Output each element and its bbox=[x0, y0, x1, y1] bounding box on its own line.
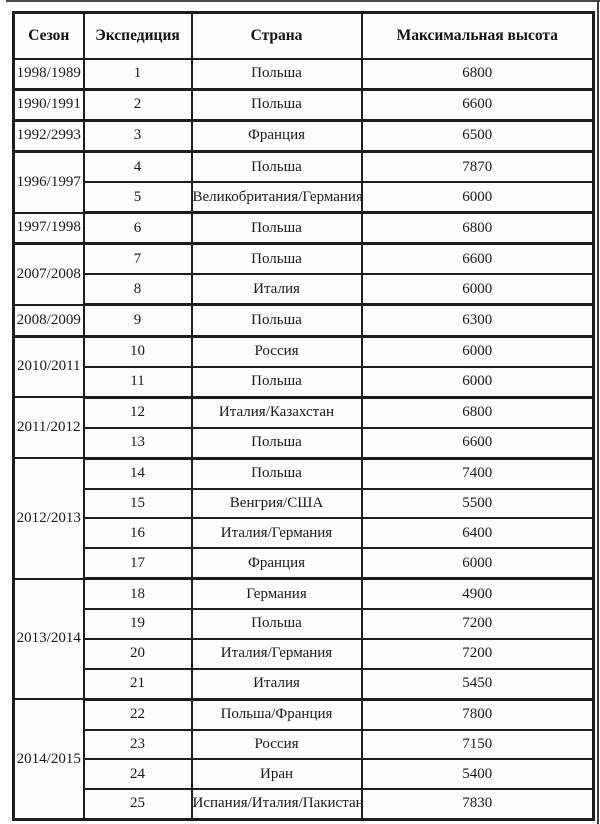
height-cell: 6400 bbox=[362, 518, 594, 548]
country-cell: Венгрия/США bbox=[192, 489, 362, 519]
expedition-cell: 3 bbox=[84, 120, 192, 151]
season-cell: 2008/2009 bbox=[14, 305, 84, 336]
table-row bbox=[14, 213, 594, 244]
height-cell: 6000 bbox=[362, 367, 594, 398]
country-cell: Польша bbox=[192, 305, 362, 336]
table-row bbox=[14, 59, 594, 90]
season-cell: 2010/2011 bbox=[14, 336, 84, 397]
season-cell: 2011/2012 bbox=[14, 397, 84, 458]
height-cell: 7870 bbox=[362, 152, 594, 183]
country-cell: Испания/Италия/Пакистан bbox=[192, 789, 362, 820]
country-cell: Италия bbox=[192, 274, 362, 305]
height-cell: 7800 bbox=[362, 699, 594, 730]
expedition-cell: 24 bbox=[84, 759, 192, 789]
table-row bbox=[14, 152, 594, 183]
height-cell: 6800 bbox=[362, 213, 594, 244]
expedition-cell: 11 bbox=[84, 367, 192, 398]
table-row bbox=[14, 367, 594, 398]
height-cell: 5450 bbox=[362, 669, 594, 700]
country-cell: Польша bbox=[192, 367, 362, 398]
page-edge-right-line bbox=[597, 0, 599, 824]
country-cell: Польша bbox=[192, 213, 362, 244]
table-row bbox=[14, 699, 594, 730]
country-cell: Италия/Казахстан bbox=[192, 397, 362, 428]
height-cell: 6500 bbox=[362, 120, 594, 151]
expedition-cell: 7 bbox=[84, 244, 192, 275]
expedition-cell: 18 bbox=[84, 579, 192, 610]
country-cell: Польша bbox=[192, 152, 362, 183]
expedition-cell: 20 bbox=[84, 639, 192, 669]
table-row bbox=[14, 579, 594, 610]
season-cell: 1992/2993 bbox=[14, 120, 84, 151]
height-cell: 6600 bbox=[362, 428, 594, 459]
country-cell: Россия bbox=[192, 336, 362, 367]
country-cell: Германия bbox=[192, 579, 362, 610]
table-row bbox=[14, 669, 594, 700]
height-cell: 6600 bbox=[362, 244, 594, 275]
country-cell: Польша/Франция bbox=[192, 699, 362, 730]
height-cell: 5400 bbox=[362, 759, 594, 789]
country-cell: Италия bbox=[192, 669, 362, 700]
expedition-cell: 1 bbox=[84, 59, 192, 90]
country-cell: Польша bbox=[192, 244, 362, 275]
country-cell: Польша bbox=[192, 458, 362, 489]
expedition-cell: 23 bbox=[84, 730, 192, 760]
table-row bbox=[14, 428, 594, 459]
expedition-cell: 8 bbox=[84, 274, 192, 305]
table-row bbox=[14, 489, 594, 519]
header-country: Страна bbox=[192, 13, 362, 59]
expedition-cell: 2 bbox=[84, 89, 192, 120]
season-cell: 1998/1989 bbox=[14, 59, 84, 90]
season-cell: 2014/2015 bbox=[14, 699, 84, 820]
height-cell: 7830 bbox=[362, 789, 594, 820]
height-cell: 6000 bbox=[362, 274, 594, 305]
country-cell: Польша bbox=[192, 59, 362, 90]
expedition-cell: 22 bbox=[84, 699, 192, 730]
table-row bbox=[14, 639, 594, 669]
height-cell: 6300 bbox=[362, 305, 594, 336]
table-row bbox=[14, 458, 594, 489]
expedition-cell: 9 bbox=[84, 305, 192, 336]
expedition-cell: 17 bbox=[84, 548, 192, 579]
table-row bbox=[14, 548, 594, 579]
table-row bbox=[14, 305, 594, 336]
table-row bbox=[14, 182, 594, 213]
expedition-cell: 4 bbox=[84, 152, 192, 183]
expedition-cell: 12 bbox=[84, 397, 192, 428]
height-cell: 6800 bbox=[362, 59, 594, 90]
height-cell: 6000 bbox=[362, 182, 594, 213]
table-row bbox=[14, 120, 594, 151]
season-cell: 1997/1998 bbox=[14, 213, 84, 244]
country-cell: Россия bbox=[192, 730, 362, 760]
country-cell: Польша bbox=[192, 89, 362, 120]
expedition-cell: 25 bbox=[84, 789, 192, 820]
season-cell: 1990/1991 bbox=[14, 89, 84, 120]
table-row bbox=[14, 609, 594, 639]
table-row bbox=[14, 274, 594, 305]
table-row bbox=[14, 89, 594, 120]
table-row bbox=[14, 759, 594, 789]
table-header bbox=[14, 13, 594, 59]
expedition-cell: 13 bbox=[84, 428, 192, 459]
expedition-cell: 16 bbox=[84, 518, 192, 548]
season-cell: 2012/2013 bbox=[14, 458, 84, 578]
season-cell: 2013/2014 bbox=[14, 579, 84, 699]
expedition-cell: 10 bbox=[84, 336, 192, 367]
table-row bbox=[14, 730, 594, 760]
expedition-cell: 6 bbox=[84, 213, 192, 244]
table-row bbox=[14, 336, 594, 367]
height-cell: 4900 bbox=[362, 579, 594, 610]
expeditions-table bbox=[12, 11, 595, 821]
height-cell: 6000 bbox=[362, 336, 594, 367]
expedition-cell: 15 bbox=[84, 489, 192, 519]
country-cell: Франция bbox=[192, 548, 362, 579]
country-cell: Польша bbox=[192, 609, 362, 639]
country-cell: Италия/Германия bbox=[192, 518, 362, 548]
table-body bbox=[14, 59, 594, 820]
table-row bbox=[14, 789, 594, 820]
height-cell: 6800 bbox=[362, 397, 594, 428]
header-expedition: Экспедиция bbox=[84, 13, 192, 59]
header-row bbox=[14, 13, 594, 59]
header-max-height: Максимальная высота bbox=[362, 13, 594, 59]
season-cell: 1996/1997 bbox=[14, 152, 84, 213]
height-cell: 6600 bbox=[362, 89, 594, 120]
season-cell: 2007/2008 bbox=[14, 244, 84, 305]
height-cell: 5500 bbox=[362, 489, 594, 519]
country-cell: Польша bbox=[192, 428, 362, 459]
country-cell: Италия/Германия bbox=[192, 639, 362, 669]
page-edge-top-line bbox=[6, 0, 600, 2]
expedition-cell: 14 bbox=[84, 458, 192, 489]
header-season: Сезон bbox=[14, 13, 84, 59]
height-cell: 7150 bbox=[362, 730, 594, 760]
height-cell: 6000 bbox=[362, 548, 594, 579]
table-row bbox=[14, 518, 594, 548]
country-cell: Великобритания/Германия bbox=[192, 182, 362, 213]
country-cell: Франция bbox=[192, 120, 362, 151]
table-row bbox=[14, 244, 594, 275]
expedition-cell: 5 bbox=[84, 182, 192, 213]
height-cell: 7200 bbox=[362, 639, 594, 669]
height-cell: 7200 bbox=[362, 609, 594, 639]
table-row bbox=[14, 397, 594, 428]
expedition-cell: 19 bbox=[84, 609, 192, 639]
expedition-cell: 21 bbox=[84, 669, 192, 700]
country-cell: Иран bbox=[192, 759, 362, 789]
height-cell: 7400 bbox=[362, 458, 594, 489]
